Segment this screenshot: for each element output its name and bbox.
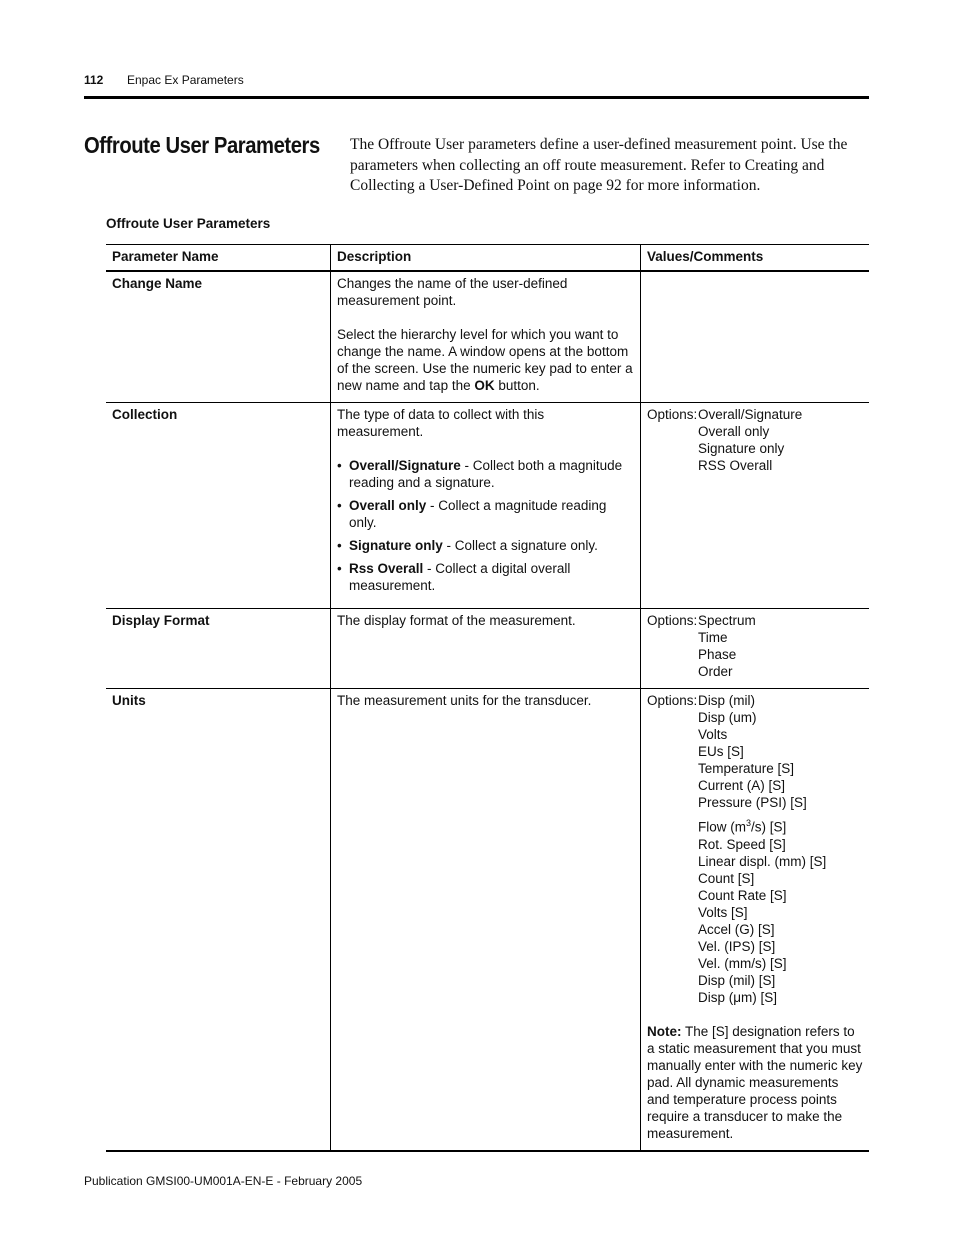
- bullet-term: Signature only: [349, 538, 443, 553]
- param-description: [331, 403, 641, 609]
- bullet-list: [337, 457, 634, 594]
- option-item: Volts: [698, 727, 728, 742]
- param-values: [641, 689, 870, 1151]
- table-row-collection: [106, 403, 869, 609]
- options-block: [647, 612, 863, 680]
- param-name: Collection: [106, 403, 331, 609]
- list-item: [337, 560, 634, 594]
- option-item: Overall only: [698, 424, 770, 439]
- section-title: Offroute User Parameters: [84, 132, 320, 158]
- intro-paragraph: The Offroute User parameters define a user-defined measurement point. Use the parameters when collecting an off route measurement. Refer to Creating and Collecting a User-Defined Point on page 92 for more information.: [350, 136, 848, 194]
- option-item: Volts [S]: [698, 904, 748, 920]
- description-text: The type of data to collect with this measurement.: [337, 407, 545, 439]
- units-note: [647, 1023, 863, 1142]
- note-label: Note:: [647, 1023, 682, 1039]
- option-item: RSS Overall: [698, 458, 773, 473]
- option-item: Accel (G) [S]: [698, 921, 775, 937]
- header-rule: [84, 96, 869, 99]
- param-description: [331, 271, 641, 403]
- options-label: Options:: [647, 407, 698, 422]
- option-item: Rot. Speed [S]: [698, 836, 786, 852]
- table-row-display-format: [106, 609, 869, 689]
- column-header-description: Description: [331, 245, 641, 272]
- parameters-table: [106, 244, 869, 1152]
- superscript: 3: [746, 818, 752, 828]
- table-row-change-name: [106, 271, 869, 403]
- option-item: Order: [698, 664, 733, 679]
- header-section-title: Enpac Ex Parameters: [127, 73, 244, 87]
- options-list: [698, 406, 802, 474]
- options-label: Options:: [647, 613, 698, 628]
- bullet-term: Overall only: [349, 498, 427, 513]
- option-item: EUs [S]: [698, 744, 744, 759]
- options-list: [698, 612, 756, 680]
- option-item: Vel. (mm/s) [S]: [698, 955, 787, 971]
- bullet-term: Rss Overall: [349, 561, 424, 576]
- options-label: Options:: [647, 693, 698, 708]
- option-item: Time: [698, 630, 728, 645]
- bullet-text: - Collect a magnitude reading only.: [349, 498, 607, 530]
- description-text-part: button.: [494, 378, 540, 393]
- option-item: Current (A) [S]: [698, 778, 786, 793]
- param-values: [641, 609, 870, 689]
- param-description: The display format of the measurement.: [331, 609, 641, 689]
- running-header: [84, 73, 244, 87]
- description-text-part: Select the hierarchy level for which you want to change the name. A window opens at the bottom of the screen. Use the numeric key pad to enter a new name and tap the: [337, 327, 633, 393]
- table-header-row: [106, 245, 869, 272]
- options-block: [647, 692, 863, 1006]
- note-text: The [S] designation refers to a static measurement that you must manually enter with the numeric key pad. All dynamic measurements and temperature process points require a transducer to make the measurement.: [647, 1023, 863, 1141]
- option-item: [698, 815, 826, 836]
- bullet-text: - Collect a signature only.: [442, 538, 598, 553]
- param-name: Units: [106, 689, 331, 1151]
- option-item: Spectrum: [698, 613, 756, 628]
- column-header-parameter-name: Parameter Name: [106, 245, 331, 272]
- option-item: Disp (μm) [S]: [698, 989, 778, 1005]
- param-values: [641, 271, 870, 403]
- list-item: [337, 497, 634, 531]
- description-text: [337, 326, 634, 394]
- param-name: Display Format: [106, 609, 331, 689]
- option-item: Signature only: [698, 441, 785, 456]
- options-block: [647, 406, 863, 474]
- bullet-text: - Collect a digital overall measurement.: [349, 561, 571, 593]
- bullet-term: Overall/Signature: [349, 458, 461, 473]
- param-description: The measurement units for the transducer.: [331, 689, 641, 1151]
- bullet-text: - Collect both a magnitude reading and a signature.: [349, 458, 623, 490]
- param-name: Change Name: [106, 271, 331, 403]
- option-item: Pressure (PSI) [S]: [698, 795, 807, 810]
- publication-footer: Publication GMSI00-UM001A-EN-E - February 2005: [84, 1174, 363, 1188]
- column-header-values-comments: Values/Comments: [641, 245, 870, 272]
- option-item: Disp (um): [698, 710, 757, 725]
- list-item: [337, 537, 634, 554]
- page-number: 112: [84, 73, 104, 87]
- list-item: [337, 457, 634, 491]
- option-item: Temperature [S]: [698, 761, 795, 776]
- description-text: Changes the name of the user-defined measurement point.: [337, 276, 568, 308]
- option-item: Count [S]: [698, 870, 755, 886]
- option-item: Overall/Signature: [698, 407, 803, 422]
- option-item: Disp (mil) [S]: [698, 972, 776, 988]
- ok-button-label: OK: [474, 378, 495, 393]
- option-text: Flow (m: [698, 819, 746, 835]
- param-values: [641, 403, 870, 609]
- option-item: Disp (mil): [698, 693, 755, 708]
- option-item: Count Rate [S]: [698, 887, 787, 903]
- table-caption: Offroute User Parameters: [106, 216, 271, 231]
- option-item: Vel. (IPS) [S]: [698, 938, 776, 954]
- option-text: /s) [S]: [751, 819, 787, 835]
- table-row-units: [106, 689, 869, 1151]
- options-list: [698, 692, 826, 1006]
- option-item: Linear displ. (mm) [S]: [698, 853, 827, 869]
- option-item: Phase: [698, 647, 737, 662]
